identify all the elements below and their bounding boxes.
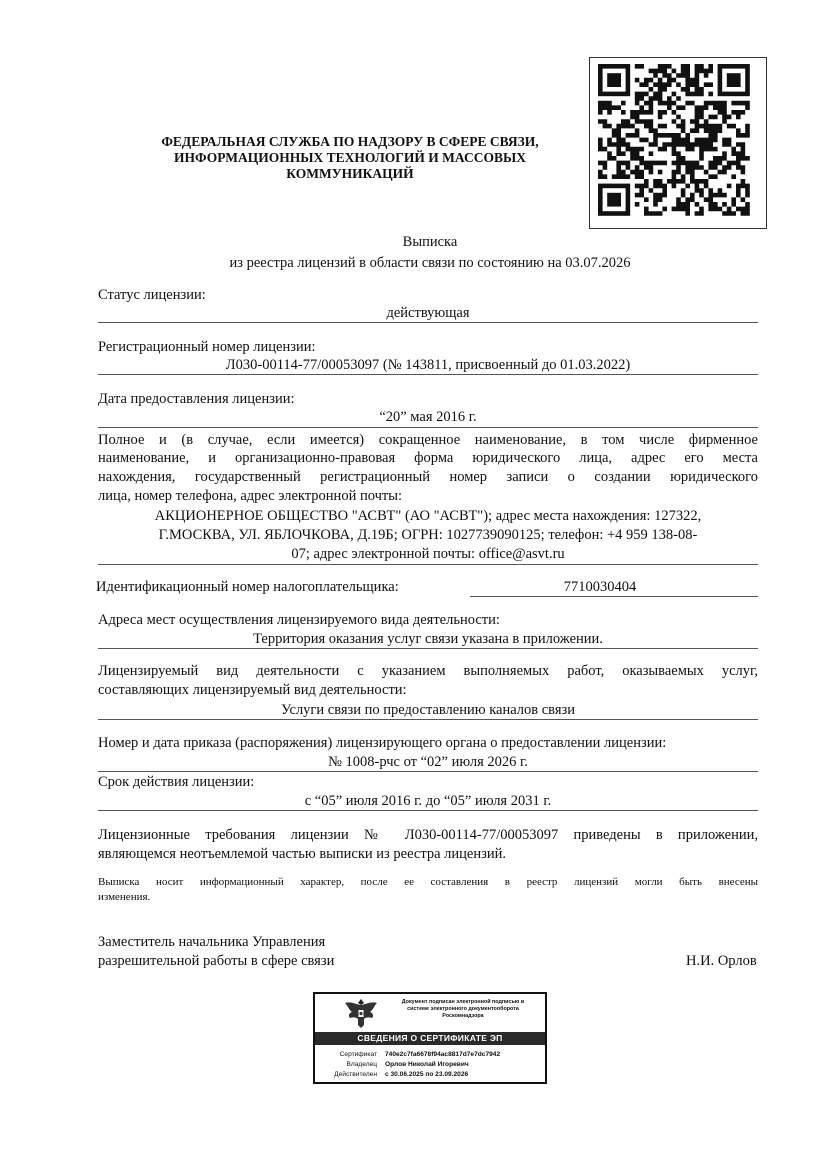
reg-number-value: Л030-00114-77/00053097 (№ 143811, присвоенный до 01.03.2022) — [225, 357, 631, 373]
activity-label-line1: Лицензируемый вид деятельности с указанием выполняемых работ, оказываемых услуг, — [98, 663, 758, 679]
divider — [98, 322, 758, 323]
divider — [98, 564, 758, 565]
term-value: с “05” июля 2016 г. до “05” июля 2031 г. — [304, 793, 552, 809]
stamp-top — [315, 994, 545, 1030]
name-label-line4: лица, номер телефона, адрес электронной почты: — [98, 488, 402, 504]
activity-value: Услуги связи по предоставлению каналов связи — [280, 702, 575, 718]
inn-value: 7710030404 — [563, 579, 637, 595]
status-value: действующая — [386, 305, 470, 321]
issue-date-value: “20” мая 2016 г. — [379, 409, 477, 425]
coat-of-arms-icon — [341, 996, 381, 1030]
stamp-cert-label: Сертификат — [339, 1051, 377, 1058]
reg-number-label: Регистрационный номер лицензии: — [98, 339, 316, 355]
name-label-line2: наименование, и организационно-правовая форма юридического лица, адрес его места — [98, 450, 758, 466]
signer-name: Н.И. Орлов — [686, 953, 757, 969]
divider — [98, 810, 758, 811]
stamp-notice-line3: Роскомнадзора — [442, 1013, 484, 1019]
activity-label-line2: составляющих лицензируемый вид деятельности: — [98, 682, 407, 698]
divider — [98, 648, 758, 649]
document-title: Выписка — [402, 234, 458, 250]
divider — [98, 719, 758, 720]
agency-header-line1: ФЕДЕРАЛЬНАЯ СЛУЖБА ПО НАДЗОРУ В СФЕРЕ СВЯЗИ, — [161, 134, 539, 149]
note-line2: изменения. — [98, 891, 151, 903]
stamp-valid-row — [315, 1070, 545, 1079]
status-label: Статус лицензии: — [98, 287, 206, 303]
addresses-label: Адреса мест осуществления лицензируемого вида деятельности: — [98, 612, 500, 628]
e-signature-stamp — [313, 992, 547, 1084]
name-label-line3: нахождения, государственный регистрационный номер записи о создании юридического — [98, 469, 758, 485]
stamp-valid-label: Действителен — [334, 1071, 377, 1078]
order-value: № 1008-рчс от “02” июля 2026 г. — [328, 754, 528, 770]
issue-date-label: Дата предоставления лицензии: — [98, 391, 295, 407]
requirements-line2: являющемся неотъемлемой частью выписки из реестра лицензий. — [98, 846, 506, 862]
signer-position-line2: разрешительной работы в сфере связи — [98, 953, 335, 969]
stamp-cert-row — [315, 1050, 545, 1059]
signer-position-line1: Заместитель начальника Управления — [98, 934, 326, 950]
org-info-line2: Г.МОСКВА, УЛ. ЯБЛОЧКОВА, Д.19Б; ОГРН: 1027739090125; телефон: +4 959 138-08- — [158, 527, 698, 543]
stamp-notice-line1: Документ подписан электронной подписью в — [401, 999, 525, 1005]
qr-code-graphic — [590, 58, 766, 228]
name-label-line1: Полное и (в случае, если имеется) сокращенное наименование, в том числе фирменное — [98, 432, 758, 448]
note-line1: Выписка носит информационный характер, после ее составления в реестр лицензий могли быть внесены — [98, 876, 758, 888]
order-label: Номер и дата приказа (распоряжения) лицензирующего органа о предоставлении лицензии: — [98, 735, 667, 751]
document-subtitle: из реестра лицензий в области связи по состоянию на 03.07.2026 — [229, 255, 631, 271]
divider — [98, 771, 758, 772]
divider — [98, 427, 758, 428]
agency-header — [110, 134, 590, 182]
org-info-line3: 07; адрес электронной почты: office@asvt.ru — [291, 546, 565, 562]
qr-finder-pattern — [718, 64, 750, 96]
term-label: Срок действия лицензии: — [98, 774, 255, 790]
inn-label: Идентификационный номер налогоплательщика: — [96, 579, 399, 595]
agency-header-line3: КОММУНИКАЦИЙ — [286, 166, 414, 181]
qr-finder-pattern — [598, 64, 630, 96]
qr-code-icon — [589, 57, 767, 229]
agency-header-line2: ИНФОРМАЦИОННЫХ ТЕХНОЛОГИЙ И МАССОВЫХ — [174, 150, 526, 165]
stamp-valid-value: с 30.06.2025 по 23.09.2026 — [385, 1071, 469, 1078]
stamp-cert-value: 740e2c7fa6678f94ac8817d7e7dc7942 — [385, 1051, 501, 1058]
stamp-owner-value: Орлов Николай Игоревич — [385, 1061, 469, 1068]
org-info-line1: АКЦИОНЕРНОЕ ОБЩЕСТВО "АСВТ" (АО "АСВТ"); адрес места нахождения: 127322, — [154, 508, 702, 524]
requirements-line1: Лицензионные требования лицензии № Л030-00114-77/00053097 приведены в приложении, — [98, 827, 758, 843]
qr-finder-pattern — [598, 184, 630, 216]
stamp-owner-row — [315, 1060, 545, 1069]
addresses-value: Территория оказания услуг связи указана в приложении. — [253, 631, 603, 647]
stamp-heading: СВЕДЕНИЯ О СЕРТИФИКАТЕ ЭП — [315, 1032, 545, 1045]
stamp-notice-line2: системе электронного документооборота — [407, 1006, 519, 1012]
stamp-owner-label: Владелец — [346, 1061, 377, 1068]
divider — [470, 596, 758, 597]
stamp-notice — [387, 999, 539, 1020]
divider — [98, 374, 758, 375]
